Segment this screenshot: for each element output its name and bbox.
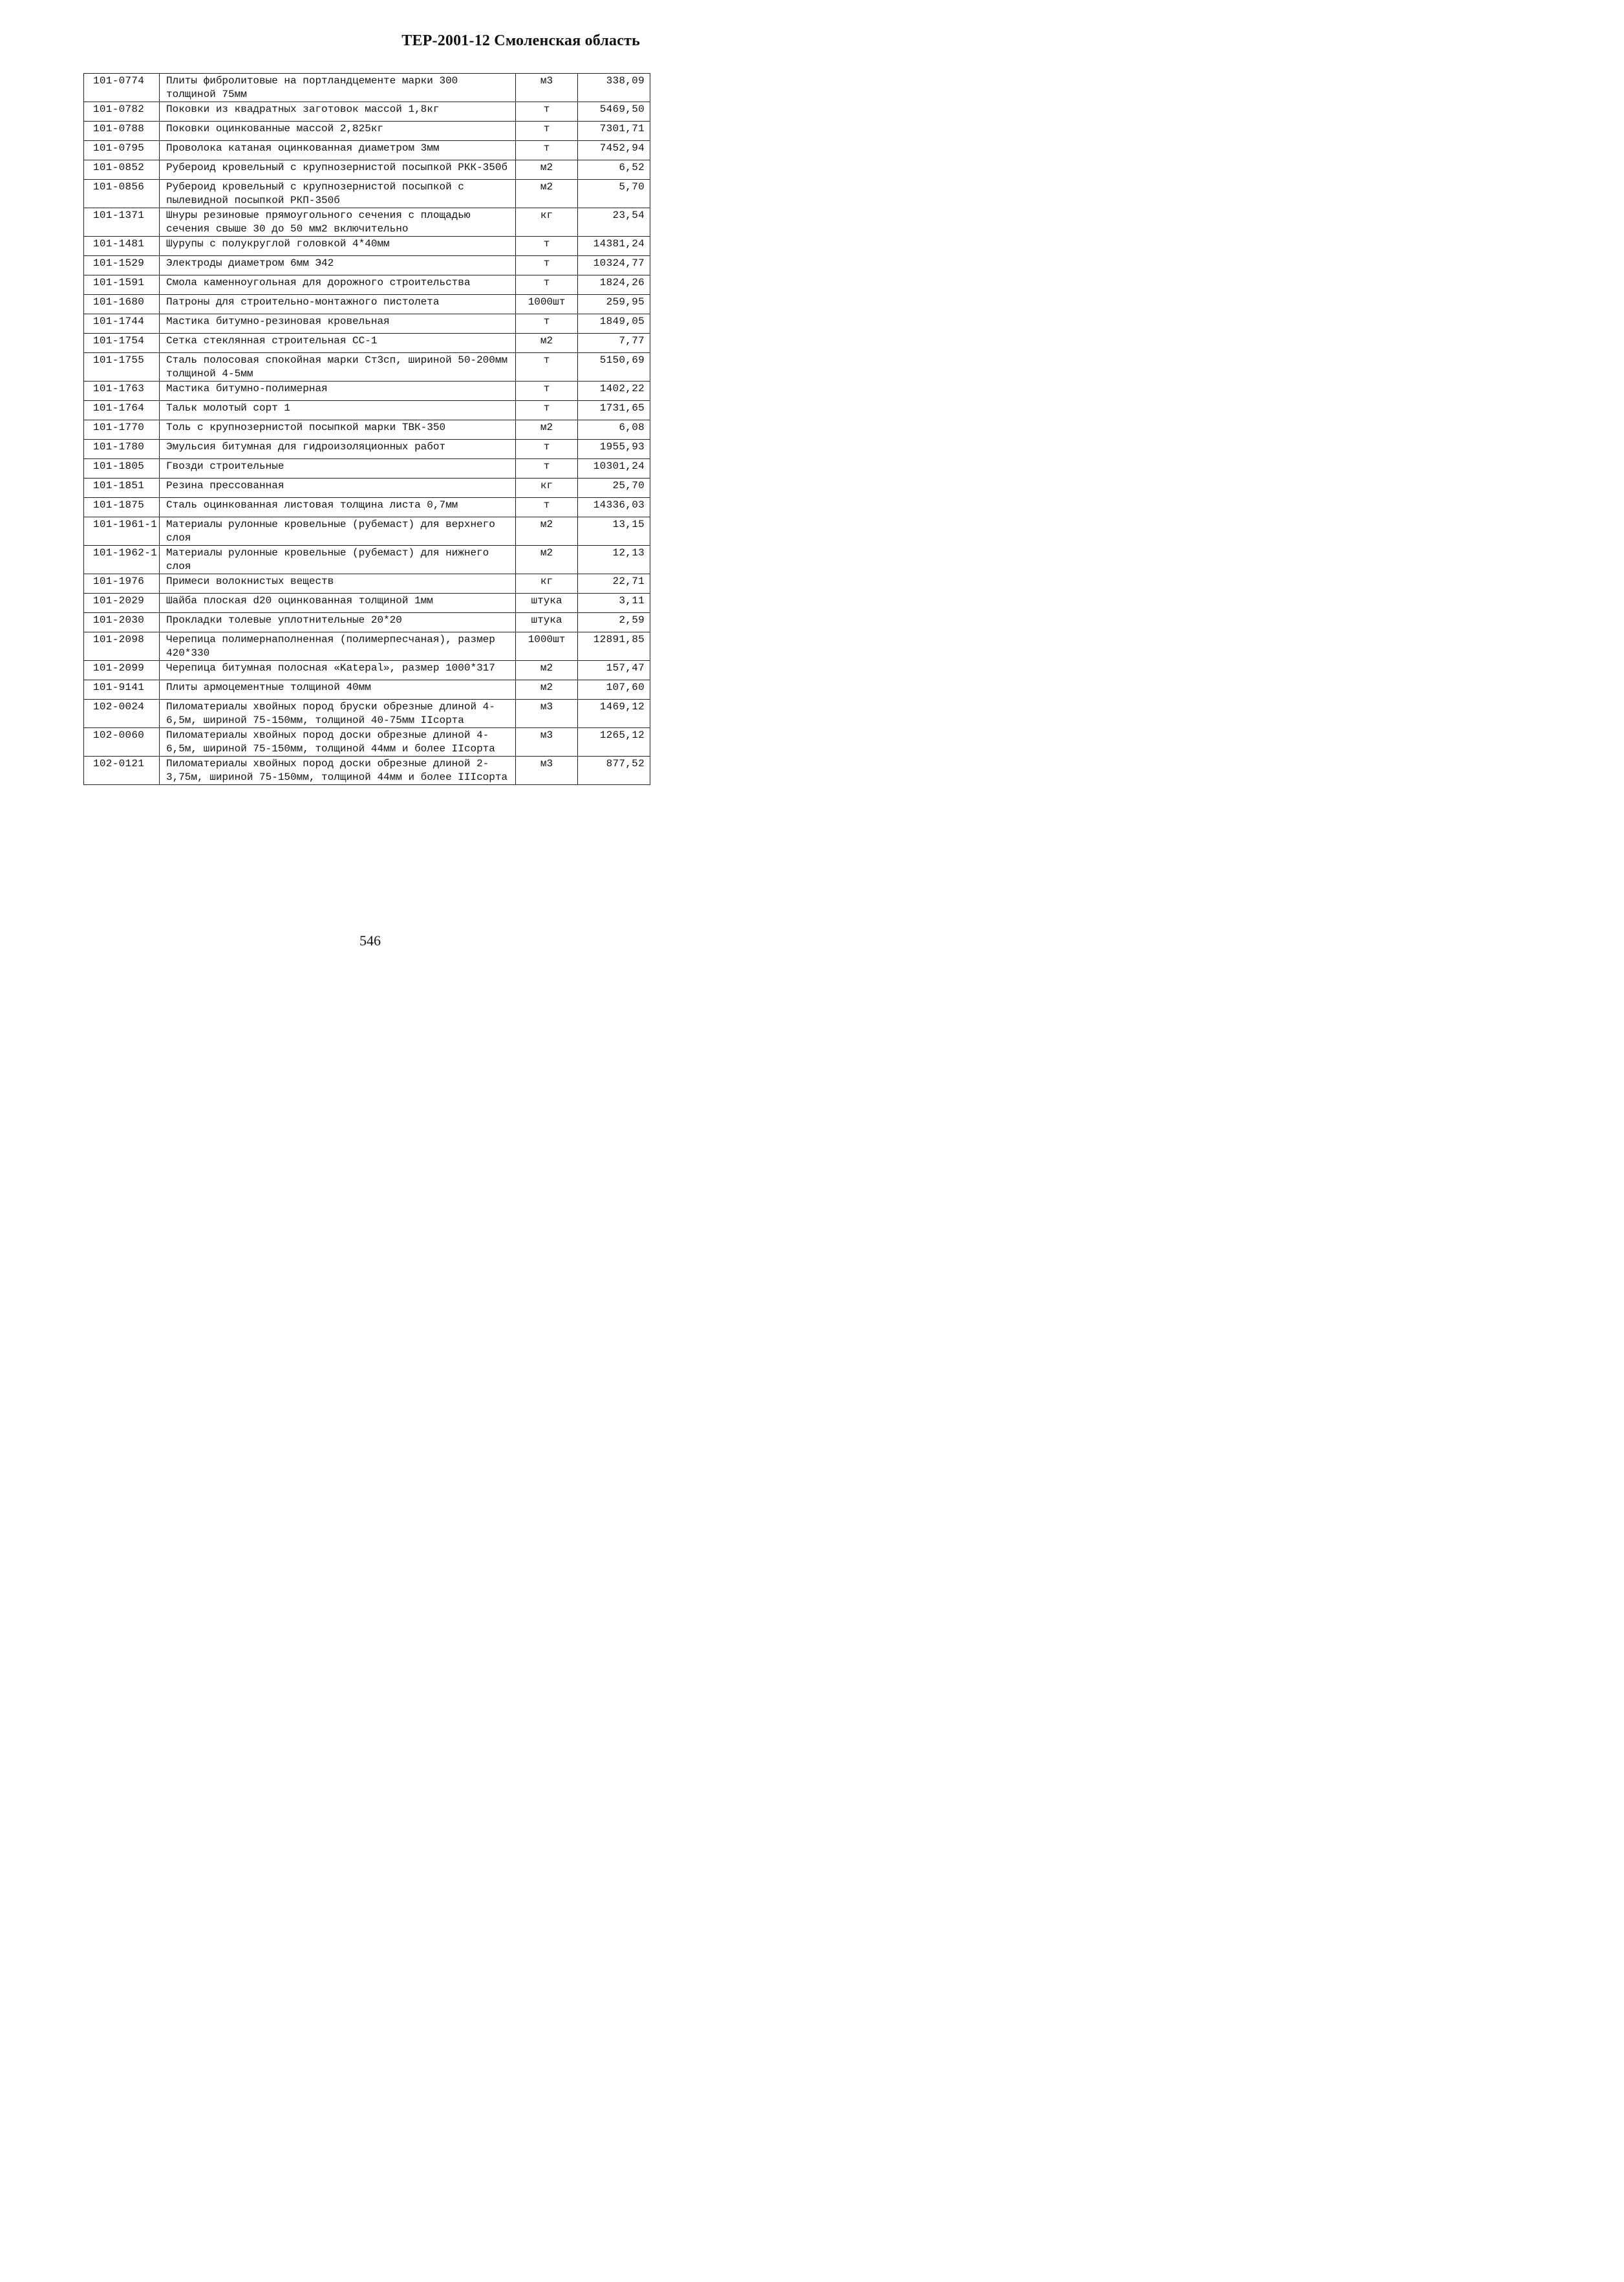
table-row xyxy=(84,728,650,757)
unit-cell: т xyxy=(516,237,578,256)
price-cell: 10324,77 xyxy=(578,256,650,275)
material-code-cell: 101-1961-1 xyxy=(84,517,160,546)
price-cell: 10301,24 xyxy=(578,459,650,479)
material-code-cell: 101-0782 xyxy=(84,102,160,122)
table-row xyxy=(84,546,650,574)
table-row xyxy=(84,102,650,122)
material-name-cell: Плиты армоцементные толщиной 40мм xyxy=(160,680,516,700)
price-cell: 259,95 xyxy=(578,295,650,314)
material-name-cell: Черепица битумная полосная «Katepal», размер 1000*317 xyxy=(160,661,516,680)
unit-cell: кг xyxy=(516,208,578,237)
material-name-cell: Прокладки толевые уплотнительные 20*20 xyxy=(160,613,516,632)
material-name-cell: Плиты фибролитовые на портландцементе марки 300 толщиной 75мм xyxy=(160,74,516,102)
material-code-cell: 102-0060 xyxy=(84,728,160,757)
unit-cell: м3 xyxy=(516,728,578,757)
table-row xyxy=(84,122,650,141)
material-name-cell: Материалы рулонные кровельные (рубемаст) для верхнего слоя xyxy=(160,517,516,546)
table-row xyxy=(84,275,650,295)
material-code-cell: 101-2030 xyxy=(84,613,160,632)
material-code-cell: 101-0852 xyxy=(84,160,160,180)
unit-cell: т xyxy=(516,459,578,479)
table-body xyxy=(84,74,650,785)
material-code-cell: 101-1481 xyxy=(84,237,160,256)
price-cell: 157,47 xyxy=(578,661,650,680)
table-row xyxy=(84,180,650,208)
price-cell: 2,59 xyxy=(578,613,650,632)
material-code-cell: 101-0788 xyxy=(84,122,160,141)
material-name-cell: Электроды диаметром 6мм Э42 xyxy=(160,256,516,275)
unit-cell: т xyxy=(516,275,578,295)
price-cell: 6,08 xyxy=(578,420,650,440)
price-cell: 7452,94 xyxy=(578,141,650,160)
table-row xyxy=(84,401,650,420)
unit-cell: т xyxy=(516,440,578,459)
price-cell: 23,54 xyxy=(578,208,650,237)
material-name-cell: Мастика битумно-полимерная xyxy=(160,382,516,401)
table-row xyxy=(84,661,650,680)
price-cell: 7301,71 xyxy=(578,122,650,141)
price-cell: 12,13 xyxy=(578,546,650,574)
material-name-cell: Патроны для строительно-монтажного пистолета xyxy=(160,295,516,314)
material-name-cell: Сталь полосовая спокойная марки Ст3сп, шириной 50-200мм толщиной 4-5мм xyxy=(160,353,516,382)
unit-cell: т xyxy=(516,122,578,141)
unit-cell: т xyxy=(516,102,578,122)
material-name-cell: Резина прессованная xyxy=(160,479,516,498)
material-name-cell: Пиломатериалы хвойных пород доски обрезные длиной 2-3,75м, шириной 75-150мм, толщиной 44мм и более IIIсорта xyxy=(160,757,516,785)
material-name-cell: Пиломатериалы хвойных пород доски обрезные длиной 4-6,5м, шириной 75-150мм, толщиной 44мм и более IIсорта xyxy=(160,728,516,757)
price-cell: 107,60 xyxy=(578,680,650,700)
material-name-cell: Толь с крупнозернистой посыпкой марки ТВК-350 xyxy=(160,420,516,440)
table-row xyxy=(84,160,650,180)
unit-cell: т xyxy=(516,498,578,517)
price-cell: 1849,05 xyxy=(578,314,650,334)
material-code-cell: 101-1755 xyxy=(84,353,160,382)
table-row xyxy=(84,498,650,517)
table-row xyxy=(84,382,650,401)
material-name-cell: Смола каменноугольная для дорожного строительства xyxy=(160,275,516,295)
material-name-cell: Шурупы с полукруглой головкой 4*40мм xyxy=(160,237,516,256)
price-cell: 3,11 xyxy=(578,594,650,613)
unit-cell: 1000шт xyxy=(516,295,578,314)
unit-cell: м3 xyxy=(516,700,578,728)
unit-cell: т xyxy=(516,382,578,401)
unit-cell: м2 xyxy=(516,680,578,700)
unit-cell: кг xyxy=(516,574,578,594)
material-code-cell: 101-1591 xyxy=(84,275,160,295)
material-name-cell: Проволока катаная оцинкованная диаметром 3мм xyxy=(160,141,516,160)
table-row xyxy=(84,420,650,440)
material-code-cell: 101-1744 xyxy=(84,314,160,334)
price-cell: 12891,85 xyxy=(578,632,650,661)
material-name-cell: Шайба плоская d20 оцинкованная толщиной 1мм xyxy=(160,594,516,613)
material-name-cell: Поковки оцинкованные массой 2,825кг xyxy=(160,122,516,141)
material-code-cell: 101-1875 xyxy=(84,498,160,517)
price-cell: 1955,93 xyxy=(578,440,650,459)
material-name-cell: Рубероид кровельный с крупнозернистой посыпкой с пылевидной посыпкой РКП-350б xyxy=(160,180,516,208)
material-code-cell: 101-1770 xyxy=(84,420,160,440)
material-code-cell: 101-0856 xyxy=(84,180,160,208)
unit-cell: т xyxy=(516,401,578,420)
table-row xyxy=(84,334,650,353)
material-name-cell: Материалы рулонные кровельные (рубемаст) для нижнего слоя xyxy=(160,546,516,574)
table-row xyxy=(84,256,650,275)
price-cell: 1265,12 xyxy=(578,728,650,757)
unit-cell: м2 xyxy=(516,334,578,353)
table-row xyxy=(84,237,650,256)
material-code-cell: 101-1962-1 xyxy=(84,546,160,574)
table-row xyxy=(84,74,650,102)
unit-cell: м3 xyxy=(516,74,578,102)
price-cell: 5150,69 xyxy=(578,353,650,382)
material-code-cell: 101-1371 xyxy=(84,208,160,237)
material-code-cell: 101-1763 xyxy=(84,382,160,401)
table-row xyxy=(84,700,650,728)
price-cell: 1402,22 xyxy=(578,382,650,401)
unit-cell: т xyxy=(516,314,578,334)
table-row xyxy=(84,613,650,632)
materials-price-table xyxy=(83,73,650,785)
table-row xyxy=(84,353,650,382)
material-code-cell: 101-2029 xyxy=(84,594,160,613)
material-code-cell: 101-0774 xyxy=(84,74,160,102)
material-name-cell: Примеси волокнистых веществ xyxy=(160,574,516,594)
table-row xyxy=(84,680,650,700)
price-cell: 338,09 xyxy=(578,74,650,102)
material-name-cell: Пиломатериалы хвойных пород бруски обрезные длиной 4-6,5м, шириной 75-150мм, толщиной 40-75мм IIсорта xyxy=(160,700,516,728)
material-name-cell: Черепица полимернаполненная (полимерпесчаная), размер 420*330 xyxy=(160,632,516,661)
material-code-cell: 101-1764 xyxy=(84,401,160,420)
table-row xyxy=(84,314,650,334)
price-cell: 5469,50 xyxy=(578,102,650,122)
price-cell: 7,77 xyxy=(578,334,650,353)
material-code-cell: 101-9141 xyxy=(84,680,160,700)
table-row xyxy=(84,440,650,459)
price-cell: 1824,26 xyxy=(578,275,650,295)
table-row xyxy=(84,208,650,237)
material-name-cell: Поковки из квадратных заготовок массой 1,8кг xyxy=(160,102,516,122)
table-row xyxy=(84,574,650,594)
material-code-cell: 101-1805 xyxy=(84,459,160,479)
material-code-cell: 101-2098 xyxy=(84,632,160,661)
price-cell: 14381,24 xyxy=(578,237,650,256)
material-code-cell: 102-0024 xyxy=(84,700,160,728)
document-header-title: ТЕР-2001-12 Смоленская область xyxy=(401,32,640,49)
material-name-cell: Шнуры резиновые прямоугольного сечения с площадью сечения свыше 30 до 50 мм2 включительно xyxy=(160,208,516,237)
material-code-cell: 101-0795 xyxy=(84,141,160,160)
table-row xyxy=(84,594,650,613)
material-name-cell: Гвозди строительные xyxy=(160,459,516,479)
price-cell: 6,52 xyxy=(578,160,650,180)
price-cell: 5,70 xyxy=(578,180,650,208)
unit-cell: 1000шт xyxy=(516,632,578,661)
unit-cell: м2 xyxy=(516,661,578,680)
page-number: 546 xyxy=(359,932,381,949)
table-row xyxy=(84,757,650,785)
material-name-cell: Мастика битумно-резиновая кровельная xyxy=(160,314,516,334)
unit-cell: т xyxy=(516,256,578,275)
price-cell: 22,71 xyxy=(578,574,650,594)
material-name-cell: Сетка стеклянная строительная СС-1 xyxy=(160,334,516,353)
table-row xyxy=(84,479,650,498)
material-name-cell: Рубероид кровельный с крупнозернистой посыпкой РКК-350б xyxy=(160,160,516,180)
material-code-cell: 101-1780 xyxy=(84,440,160,459)
material-code-cell: 101-2099 xyxy=(84,661,160,680)
unit-cell: м2 xyxy=(516,180,578,208)
unit-cell: штука xyxy=(516,613,578,632)
material-code-cell: 102-0121 xyxy=(84,757,160,785)
unit-cell: м2 xyxy=(516,420,578,440)
table-row xyxy=(84,459,650,479)
unit-cell: т xyxy=(516,353,578,382)
price-cell: 25,70 xyxy=(578,479,650,498)
unit-cell: м2 xyxy=(516,160,578,180)
unit-cell: м3 xyxy=(516,757,578,785)
unit-cell: кг xyxy=(516,479,578,498)
table-row xyxy=(84,295,650,314)
material-code-cell: 101-1529 xyxy=(84,256,160,275)
material-code-cell: 101-1680 xyxy=(84,295,160,314)
price-cell: 1731,65 xyxy=(578,401,650,420)
unit-cell: штука xyxy=(516,594,578,613)
material-name-cell: Эмульсия битумная для гидроизоляционных работ xyxy=(160,440,516,459)
unit-cell: т xyxy=(516,141,578,160)
table-row xyxy=(84,517,650,546)
material-code-cell: 101-1851 xyxy=(84,479,160,498)
material-code-cell: 101-1754 xyxy=(84,334,160,353)
material-code-cell: 101-1976 xyxy=(84,574,160,594)
unit-cell: м2 xyxy=(516,517,578,546)
material-name-cell: Тальк молотый сорт 1 xyxy=(160,401,516,420)
price-cell: 877,52 xyxy=(578,757,650,785)
unit-cell: м2 xyxy=(516,546,578,574)
table-row xyxy=(84,632,650,661)
table-row xyxy=(84,141,650,160)
price-cell: 1469,12 xyxy=(578,700,650,728)
material-name-cell: Сталь оцинкованная листовая толщина листа 0,7мм xyxy=(160,498,516,517)
price-cell: 14336,03 xyxy=(578,498,650,517)
price-cell: 13,15 xyxy=(578,517,650,546)
